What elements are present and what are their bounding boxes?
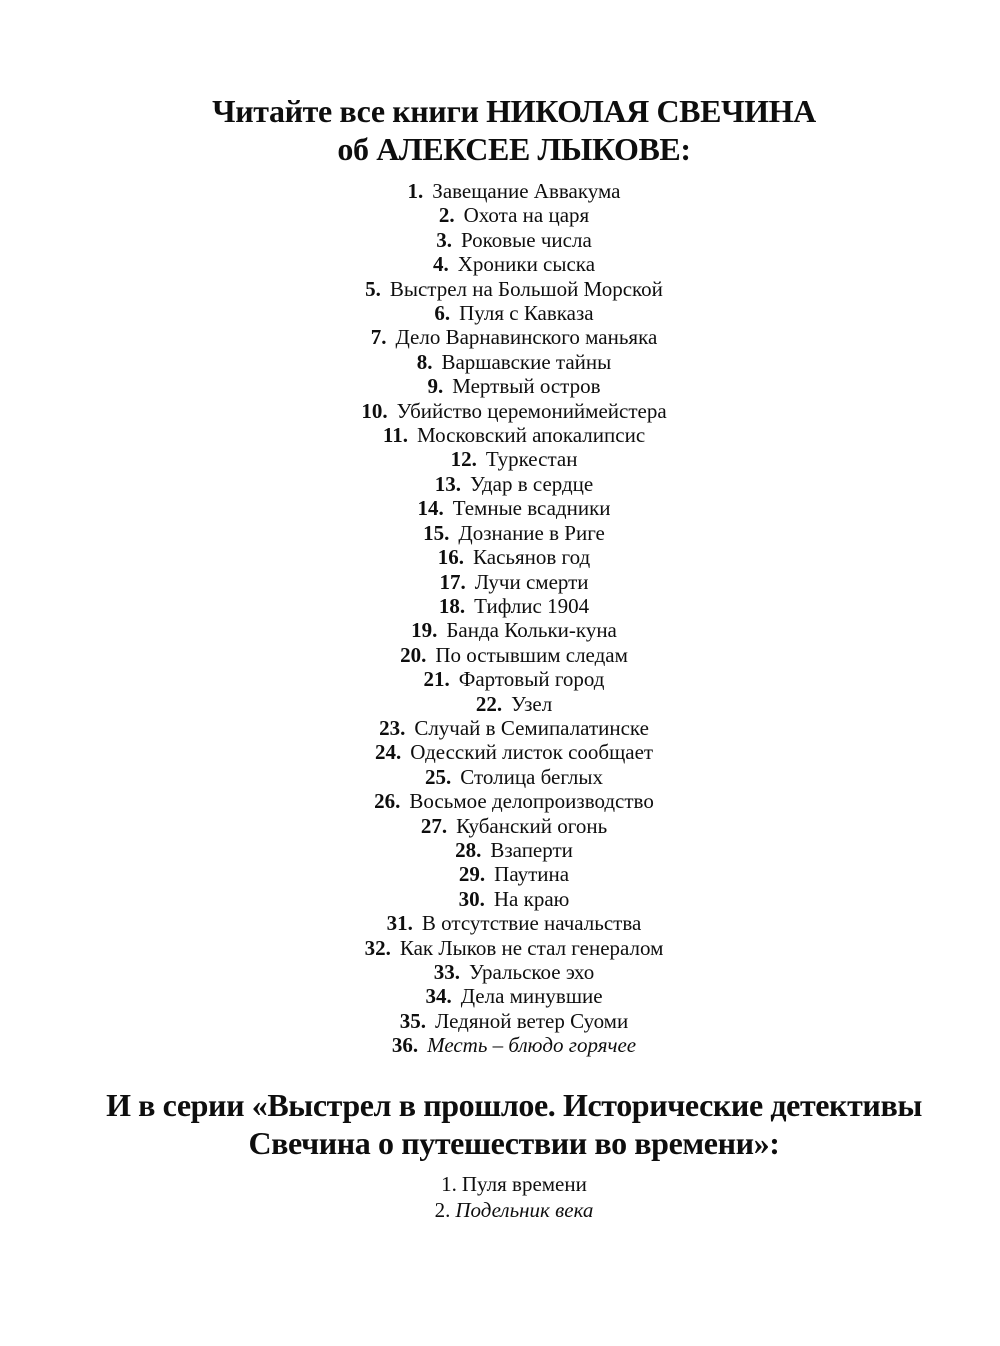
book-list-item [28,911,1000,935]
book-title: Выстрел на Большой Морской [389,276,663,301]
book-title: Роковые числа [460,227,592,252]
book-number: 11. [382,423,408,448]
book-title: Убийство церемониймейстера [396,398,667,423]
book-title: Дело Варнавинского маньяка [395,325,658,350]
book-number: 27. [420,813,448,838]
book-number: 29. [458,862,486,887]
book-number: 8. [416,349,433,374]
book-number: 23. [379,715,406,740]
book-list-item [28,399,1000,423]
book-title: Завещание Аввакума [432,179,621,203]
book-number: 34. [425,984,452,1009]
book-list-item [28,228,1000,252]
book-list-item [28,374,1000,398]
book-number: 26. [374,789,401,814]
book-list-item [28,862,1000,886]
book-title: Удар в сердце [470,471,594,496]
book-number: 1. [441,1171,457,1196]
book-list-item [28,350,1000,374]
book-number: 16. [437,545,465,570]
book-list-item [28,594,1000,618]
book-title: Паутина [494,862,570,887]
series-heading [28,1086,1000,1162]
book-list-item [28,1033,1000,1057]
book-list-item [28,472,1000,496]
book-list-item [28,447,1000,471]
book-title: Пуля с Кавказа [459,301,594,326]
book-title: Ледяной ветер Суоми [435,1008,629,1033]
book-title: Московский апокалипсис [416,423,646,448]
book-list-item [28,325,1000,349]
page-title-line-1: Читайте все книги НИКОЛАЯ СВЕЧИНА [212,93,816,129]
book-list-item [28,203,1000,227]
book-title: На краю [493,886,570,911]
book-title: Туркестан [485,447,578,472]
book-title: Дела минувшие [460,984,603,1009]
book-title: Как Лыков не стал генералом [399,935,664,960]
book-number: 13. [434,471,462,496]
book-list-item [28,838,1000,862]
book-title: Темные всадники [452,496,611,521]
book-title: Одесский листок сообщает [410,740,654,765]
book-title: Дознание в Риге [458,520,605,545]
book-title: Кубанский огонь [456,813,608,838]
book-title: Восьмое делопроизводство [409,789,654,814]
book-list-item [28,960,1000,984]
book-number: 6. [434,301,451,326]
book-list-item [28,1171,1000,1197]
book-list-item [28,570,1000,594]
book-list-item [28,716,1000,740]
book-title: Касьянов год [473,545,591,570]
book-number: 5. [365,276,381,301]
book-list-item [28,252,1000,276]
series-heading-line-1: И в серии «Выстрел в прошлое. Исторические детективы [106,1086,922,1123]
book-number: 36. [391,1033,419,1058]
book-number: 9. [427,374,444,399]
book-number: 15. [423,520,450,545]
book-number: 24. [374,740,402,765]
book-title: Тифлис 1904 [474,593,590,618]
book-title: Месть – блюдо горячее [427,1033,637,1058]
series-book-list [28,1171,1000,1223]
book-number: 31. [386,911,413,936]
book-number: 19. [411,618,438,643]
book-list-item [28,618,1000,642]
book-title: Фартовый город [458,667,605,692]
book-title: Взаперти [490,837,573,862]
book-title: Охота на царя [463,203,590,228]
book-list-item [28,496,1000,520]
book-list-item [28,1197,1000,1223]
book-number: 30. [458,886,485,911]
book-list-item [28,277,1000,301]
book-number: 2. [434,1197,451,1222]
book-title: Случай в Семипалатинске [414,715,649,740]
book-title: Пуля времени [461,1171,587,1196]
page-title [28,92,1000,168]
book-title: Лучи смерти [474,569,589,594]
book-list-item [28,667,1000,691]
book-list-item [28,423,1000,447]
book-list [28,179,1000,1058]
book-title: Узел [511,691,553,716]
book-list-item [28,521,1000,545]
book-number: 7. [370,325,387,350]
book-title: Банда Кольки-куна [446,618,617,643]
book-list-item [28,740,1000,764]
book-list-item [28,179,1000,203]
book-number: 4. [432,252,449,277]
book-title: Мертвый остров [452,374,601,399]
book-number: 35. [399,1008,427,1033]
book-number: 33. [433,960,460,984]
book-list-item [28,545,1000,569]
book-number: 25. [425,764,452,789]
book-number: 17. [439,569,466,594]
book-title: Варшавские тайны [441,349,612,374]
book-title: Уральское эхо [468,960,595,984]
book-number: 10. [361,398,388,423]
book-list-item [28,765,1000,789]
book-title: Хроники сыска [457,252,596,277]
book-number: 18. [438,593,466,618]
book-list-item [28,643,1000,667]
book-list-item [28,692,1000,716]
book-list-item [28,301,1000,325]
book-title: По остывшим следам [435,642,628,667]
book-number: 21. [423,667,450,692]
book-number: 12. [450,447,477,472]
book-list-item [28,887,1000,911]
book-title: Подельник века [455,1197,594,1222]
book-list-item [28,936,1000,960]
book-number: 1. [407,179,424,203]
book-title: В отсутствие начальства [421,911,642,936]
book-number: 28. [455,837,482,862]
page-title-line-2: об АЛЕКСЕЕ ЛЫКОВЕ: [337,131,691,167]
book-number: 3. [436,227,452,252]
book-number: 2. [438,203,455,228]
book-number: 14. [417,496,444,521]
book-number: 20. [400,642,427,667]
book-list-item [28,789,1000,813]
book-number: 22. [475,691,503,716]
book-list-item [28,814,1000,838]
book-list-item [28,984,1000,1008]
book-number: 32. [364,935,391,960]
book-list-item [28,1009,1000,1033]
book-title: Столица беглых [460,764,603,789]
series-heading-line-2: Свечина о путешествии во времени»: [248,1124,780,1161]
